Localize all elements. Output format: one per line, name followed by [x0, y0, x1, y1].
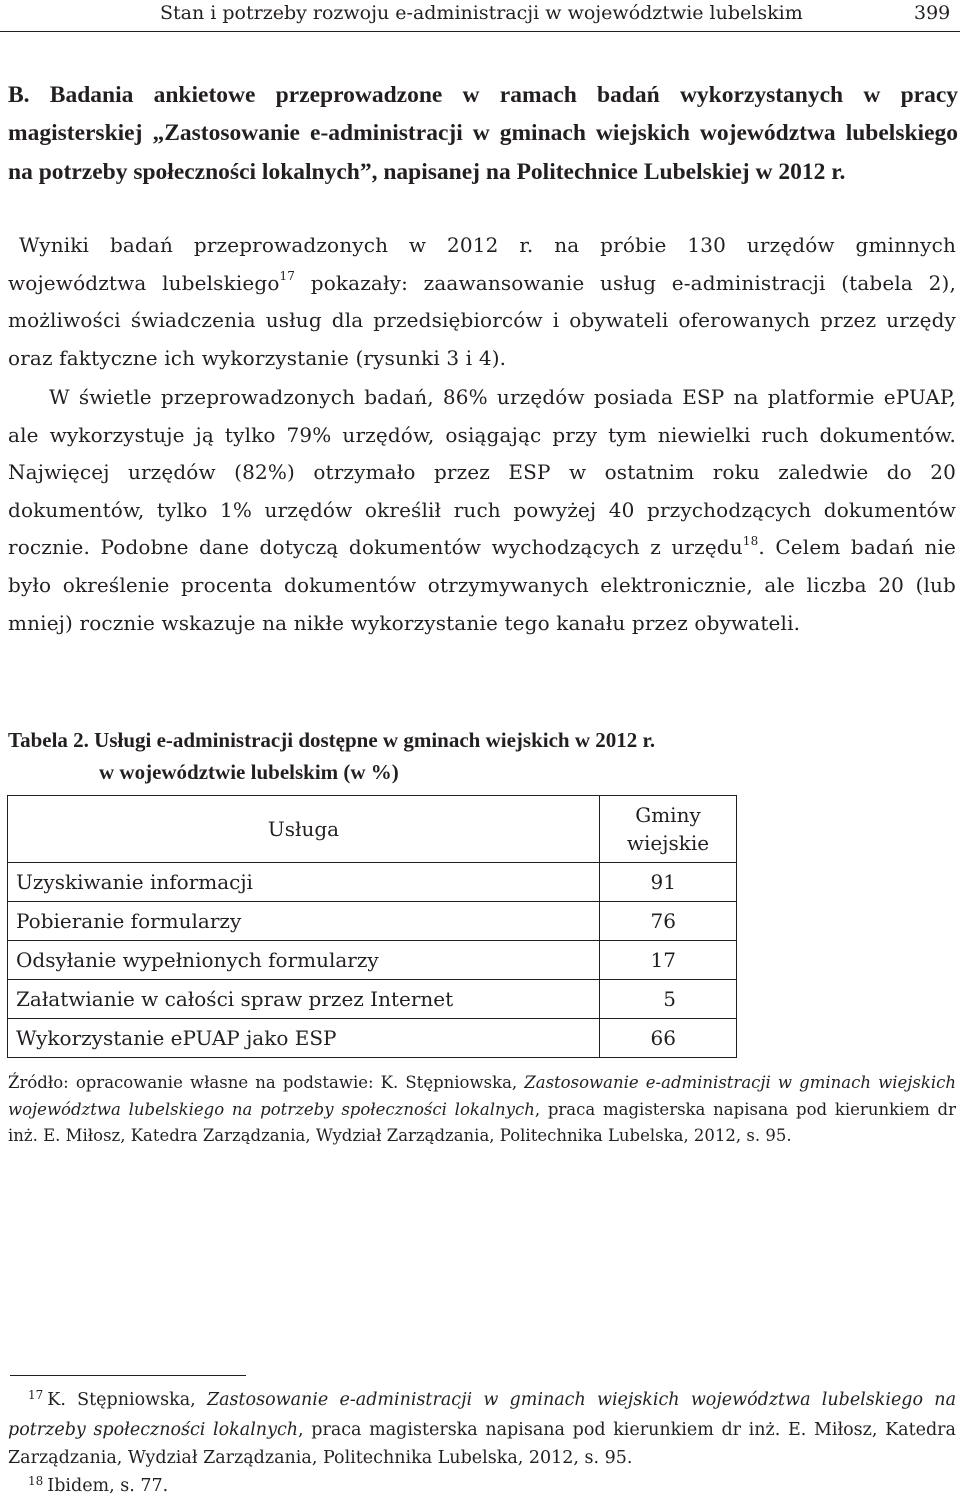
column-header-service: Usługa [8, 796, 600, 863]
source-suffix: , praca magisterska napisana pod kierunkiem dr inż. E. Miłosz, Katedra Zarządzania, Wydział Zarządzania, Politechnika Lubelska, 2012, s. 95. [8, 1099, 956, 1145]
table-source-note [8, 1070, 956, 1150]
services-table [7, 795, 737, 1058]
table-row [8, 902, 737, 941]
table-caption-line2: w województwie lubelskim (w %) [99, 760, 399, 784]
footnote-17-suffix: , praca magisterska napisana pod kierunkiem dr inż. E. Miłosz, Katedra Zarządzania, Wydział Zarządzania, Politechnika Lubelska, 2012, s. 95. [8, 1419, 956, 1468]
table-row [8, 941, 737, 980]
service-cell: Załatwianie w całości spraw przez Internet [8, 980, 600, 1019]
footnote-17 [8, 1386, 956, 1473]
value-cell: 17 [600, 941, 737, 980]
table-row [8, 863, 737, 902]
source-title: Zastosowanie e-administracji w gminach wiejskich województwa lubelskiego na potrzeby społeczności lokalnych [8, 1073, 956, 1119]
table-caption [8, 724, 655, 788]
column-header-gminy [600, 796, 737, 863]
table-caption-line1: Tabela 2. Usługi e-administracji dostępne w gminach wiejskich w 2012 r. [8, 728, 656, 752]
paragraph-1-text-b: pokazały: zaawansowanie usług e-administracji (tabela 2), możliwości świadczenia usług dla przedsiębiorców i obywateli oferowanych przez urzędy oraz faktyczne ich wykorzystanie (rysunki 3 i 4). [8, 270, 956, 370]
running-header-title: Stan i potrzeby rozwoju e-administracji w województwie lubelskim [160, 2, 803, 24]
header-rule [0, 31, 960, 32]
paragraph-2-text-b: . Celem badań nie było określenie procenta dokumentów otrzymywanych elektronicznie, ale liczba 20 (lub mniej) rocznie wskazuje na nikłe wykorzystanie tego kanału przez obywateli. [8, 535, 957, 635]
paragraph-1-text-a: Wyniki badań przeprowadzonych w 2012 r. na próbie 130 urzędów gminnych województwa lubelskiego [8, 233, 956, 295]
footnote-17-title: Zastosowanie e-administracji w gminach wiejskich województwa lubelskiego na potrzeby społeczności lokalnych [8, 1390, 956, 1440]
table-header-row [8, 796, 737, 863]
paragraph-1 [8, 227, 956, 377]
service-cell: Odsyłanie wypełnionych formularzy [8, 941, 600, 980]
footnote-ref-17[interactable]: 17 [279, 268, 296, 283]
service-cell: Pobieranie formularzy [8, 902, 600, 941]
value-cell: 91 [600, 863, 737, 902]
paragraph-2-text-a: W świetle przeprowadzonych badań, 86% urzędów posiada ESP na platformie ePUAP, ale wykorzystuje ją tylko 79% urzędów, osiągając przy tym niewielki ruch dokumentów. Najwięcej urzędów (82%) otrzymało przez ESP w ostatnim roku zaledwie do 20 dokumentów, tylko 1% urzędów określił ruch powyżej 40 przychodzących dokumentów rocznie. Podobne dane dotyczą dokumentów wychodzących z urzędu [8, 385, 956, 560]
section-heading: B. Badania ankietowe przeprowadzone w ramach badań wykorzystanych w pracy magisterskiej „Zastosowanie e-administracji w gminach wiejskich województwa lubelskiego na potrzeby społeczności lokalnych”, napisanej na Politechnice Lubelskiej w 2012 r. [8, 82, 958, 185]
value-cell: 5 [600, 980, 737, 1019]
service-cell: Uzyskiwanie informacji [8, 863, 600, 902]
footnote-ref-18[interactable]: 18 [742, 533, 759, 548]
footnote-marker-17: 17 [28, 1388, 44, 1402]
page-number: 399 [914, 2, 951, 24]
running-header [0, 0, 960, 32]
value-cell: 76 [600, 902, 737, 941]
footnote-18-text: Ibidem, s. 77. [47, 1476, 169, 1496]
column-header-gminy-line2: wiejskie [626, 831, 710, 855]
source-prefix: Źródło: opracowanie własne na podstawie: K. Stępniowska, [8, 1073, 525, 1092]
footnote-18 [8, 1472, 956, 1502]
table-row [8, 980, 737, 1019]
table-row [8, 1019, 737, 1058]
footnote-marker-18: 18 [28, 1474, 44, 1488]
service-cell: Wykorzystanie ePUAP jako ESP [8, 1019, 600, 1058]
column-header-gminy-line1: Gminy [635, 803, 701, 827]
paragraph-2 [8, 379, 956, 642]
footnote-rule [10, 1375, 246, 1376]
value-cell: 66 [600, 1019, 737, 1058]
footnote-17-prefix: K. Stępniowska, [47, 1390, 207, 1410]
